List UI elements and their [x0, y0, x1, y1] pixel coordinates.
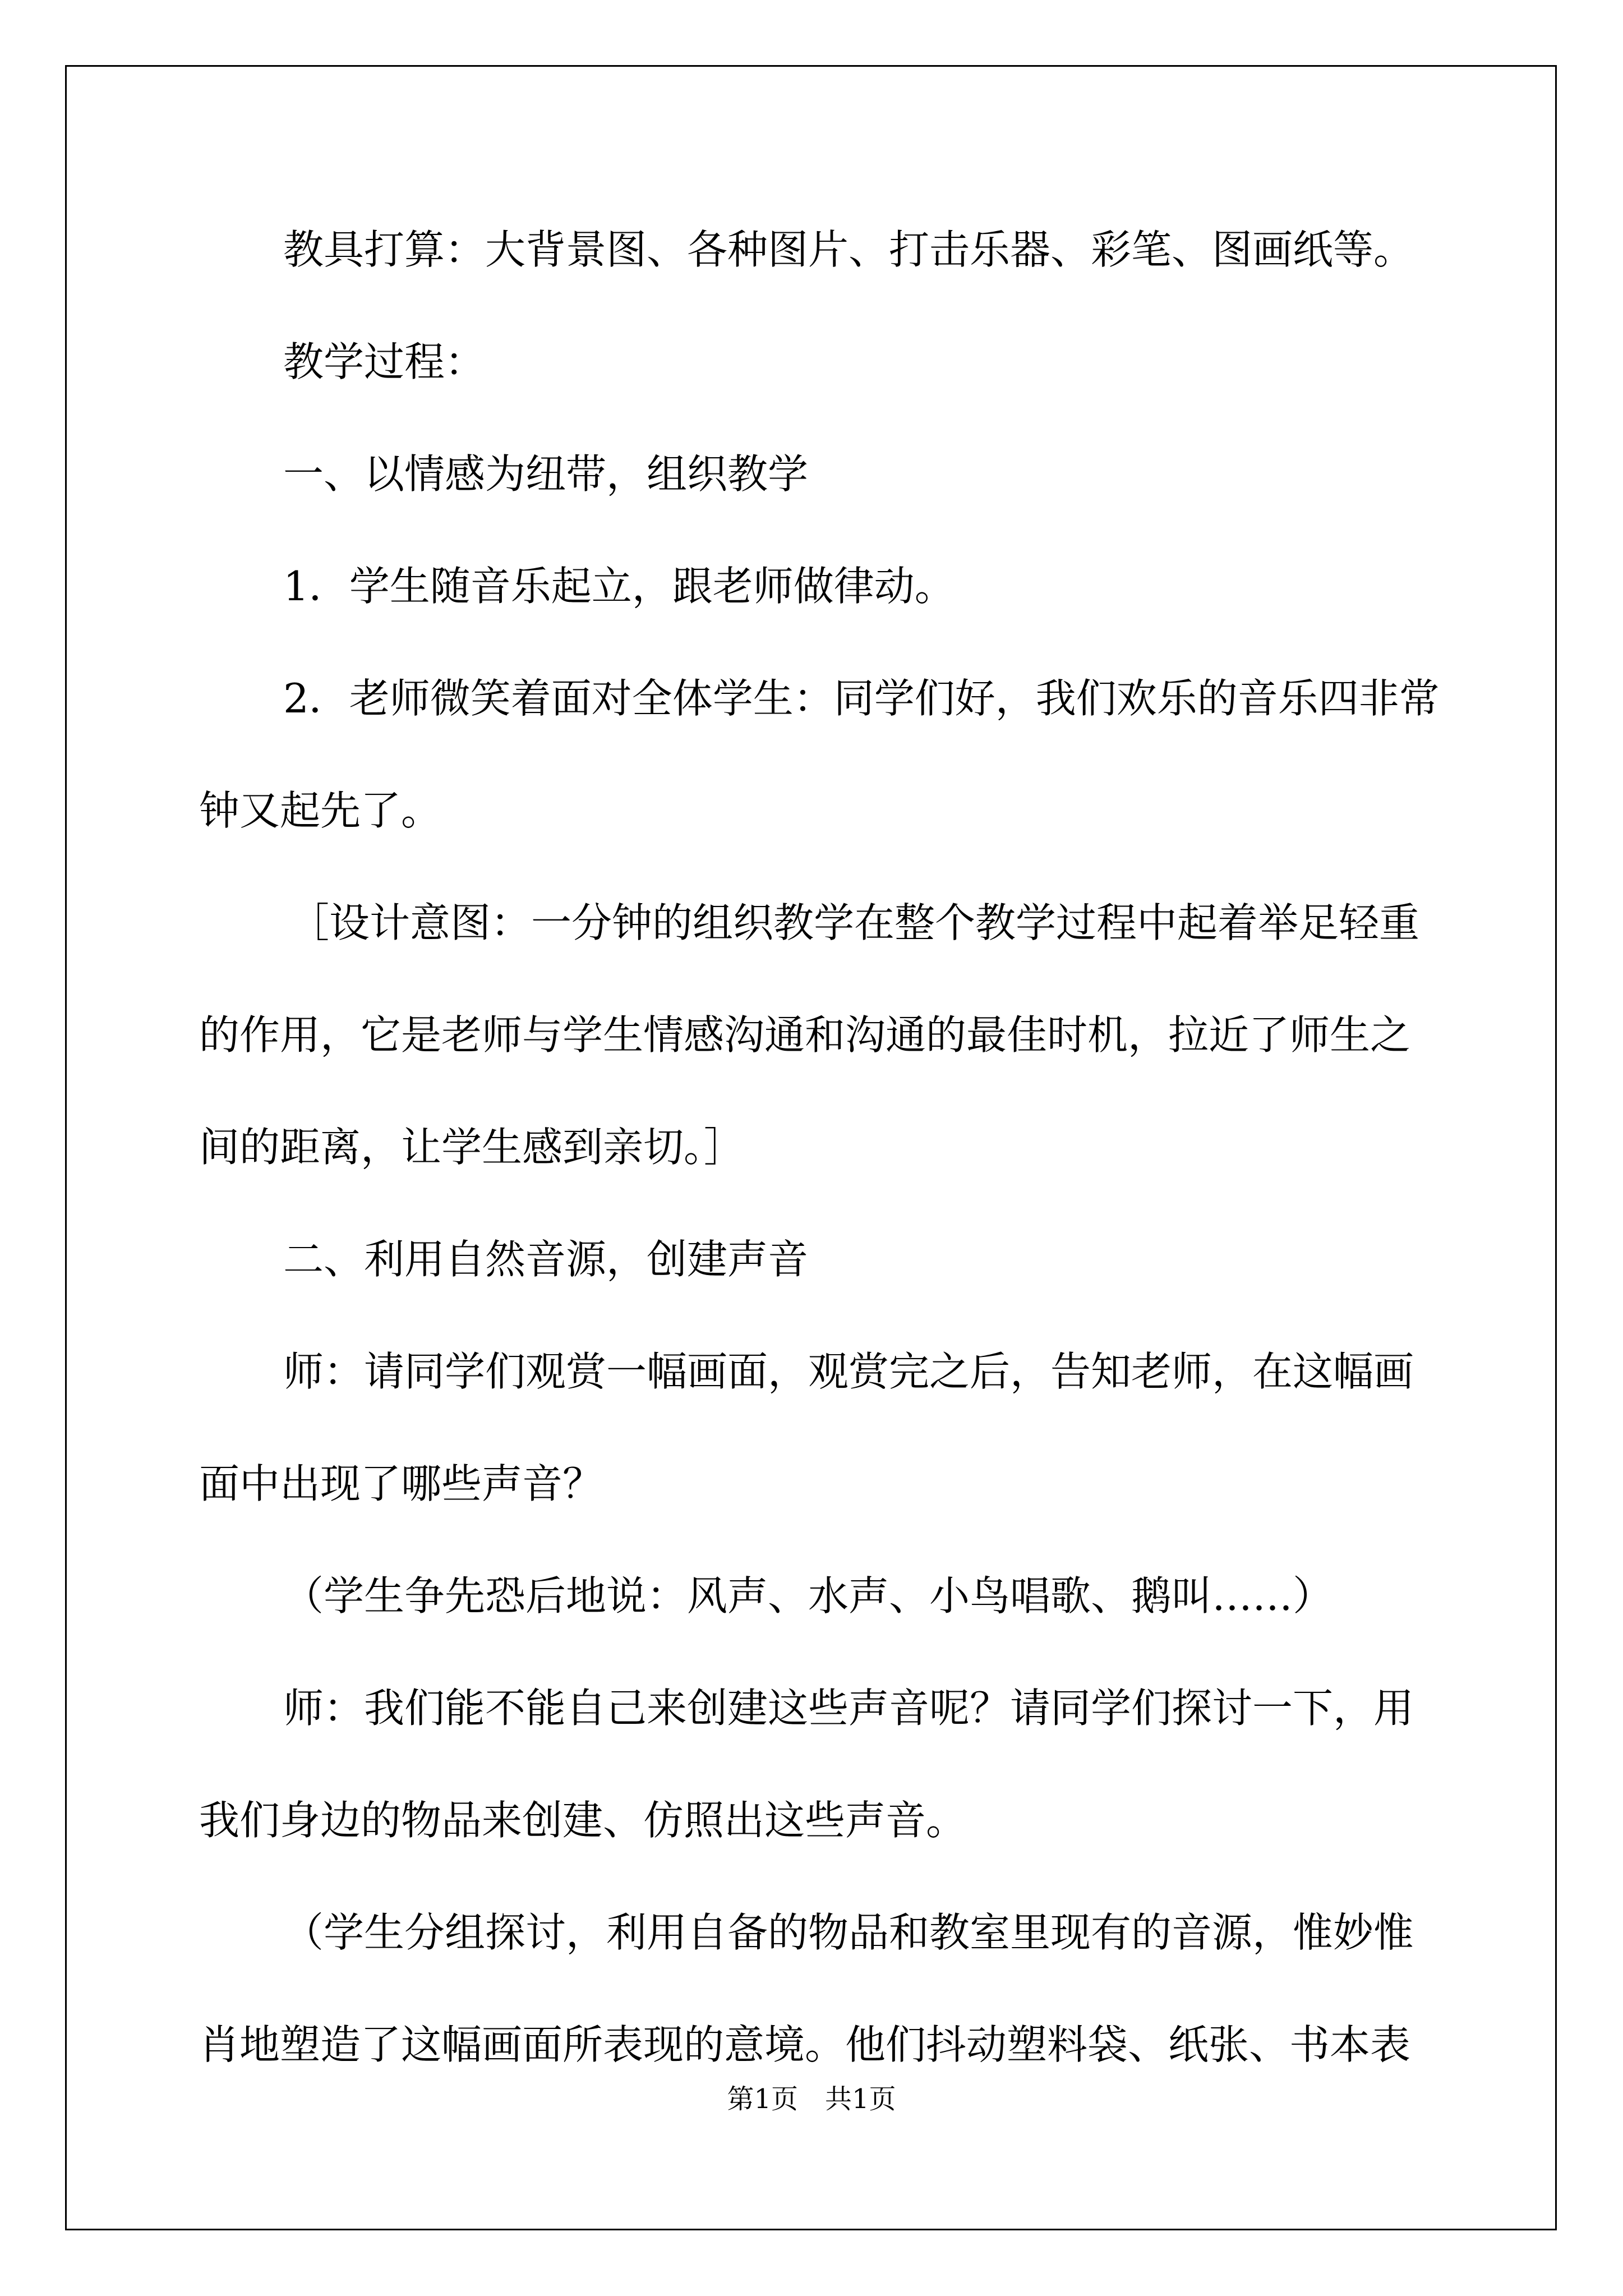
teacher-prompt-2-line-1: 师：我们能不能自己来创建这些声音呢？请同学们探讨一下，用 [283, 1685, 1414, 1732]
paragraph-teaching-tools: 教具打算：大背景图、各种图片、打击乐器、彩笔、图画纸等。 [283, 226, 1414, 273]
list-item-1: 1．学生随音乐起立，跟老师做律动。 [283, 563, 955, 610]
teacher-prompt-1-line-2: 面中出现了哪些声音？ [199, 1460, 603, 1507]
student-activity-line-2: 肖地塑造了这幅画面所表现的意境。他们抖动塑料袋、纸张、书本表 [199, 2021, 1411, 2068]
design-intent-line-1: ［设计意图：一分钟的组织教学在整个教学过程中起着举足轻重 [289, 899, 1420, 946]
student-response-1: （学生争先恐后地说：风声、水声、小鸟唱歌、鹅叫……） [283, 1572, 1334, 1619]
page-footer: 第1页 共1页 [727, 2083, 896, 2115]
list-item-2-line-1: 2．老师微笑着面对全体学生：同学们好，我们欢乐的音乐四非常 [283, 675, 1440, 722]
list-item-2-line-2: 钟又起先了。 [199, 787, 442, 834]
paragraph-teaching-process: 教学过程： [283, 338, 486, 385]
section-heading-2: 二、利用自然音源，创建声音 [283, 1236, 809, 1283]
design-intent-line-2: 的作用，它是老师与学生情感沟通和沟通的最佳时机，拉近了师生之 [199, 1011, 1411, 1059]
document-body [199, 222, 1440, 2073]
teacher-prompt-2-line-2: 我们身边的物品来创建、仿照出这些声音。 [199, 1797, 967, 1844]
student-activity-line-1: （学生分组探讨，利用自备的物品和教室里现有的音源，惟妙惟 [283, 1909, 1414, 1956]
design-intent-line-3: 间的距离，让学生感到亲切。］ [199, 1124, 745, 1171]
section-heading-1: 一、以情感为纽带，组织教学 [283, 450, 809, 498]
teacher-prompt-1-line-1: 师：请同学们观赏一幅画面，观赏完之后，告知老师，在这幅画 [283, 1348, 1414, 1395]
